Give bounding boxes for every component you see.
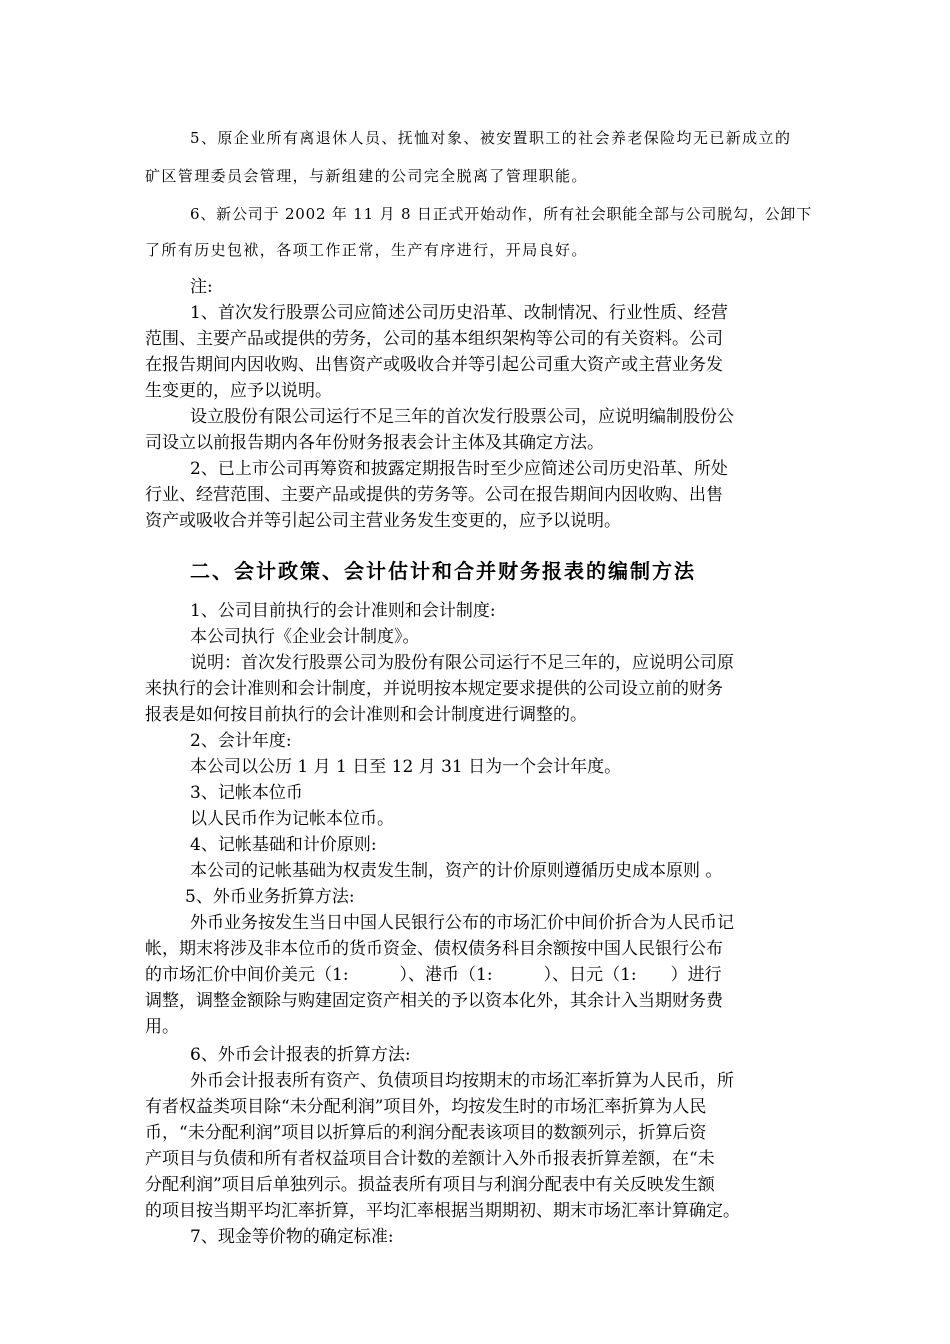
item-6-line-1: 外币会计报表所有资产、负债项目均按期末的市场汇率折算为人民币，所 [190, 1071, 734, 1091]
paragraph-5-line-2: 矿区管理委员会管理，与新组建的公司完全脱离了管理职能。 [145, 167, 588, 185]
note-2-line-1: 2、已上市公司再筹资和披露定期报告时至少应简述公司历史沿革、所处 [190, 459, 728, 479]
item-1-body: 本公司执行《企业会计制度》。 [190, 627, 420, 647]
item-6-line-3: 币，“未分配利润”项目以折算后的利润分配表该项目的数额列示，折算后资 [145, 1123, 707, 1143]
item-4-body: 本公司的记帐基础为权责发生制，资产的计价原则遵循历史成本原则 。 [190, 861, 723, 881]
note-1b-line-2: 司设立以前报告期内各年份财务报表会计主体及其确定方法。 [145, 433, 604, 453]
item-5-line-5: 用。 [145, 1017, 179, 1037]
item-5-title: 5、外币业务折算方法: [185, 887, 355, 907]
item-5-line-2: 帐，期末将涉及非本位币的货币资金、债权债务科目余额按中国人民银行公布 [145, 939, 723, 959]
item-6-line-4: 产项目与负债和所有者权益项目合计数的差额计入外币报表折算差额，在“未 [145, 1149, 715, 1169]
paragraph-6-line-2: 了所有历史包袱，各项工作正常，生产有序进行，开局良好。 [145, 241, 588, 259]
item-1-title: 1、公司目前执行的会计准则和会计制度: [190, 601, 496, 621]
item-2-body: 本公司以公历 1 月 1 日至 12 月 31 日为一个会计年度。 [190, 757, 622, 777]
item-6-line-2: 有者权益类项目除“未分配利润”项目外，均按发生时的市场汇率折算为人民 [145, 1097, 707, 1117]
item-1-note-line-3: 报表是如何按目前执行的会计准则和会计制度进行调整的。 [145, 705, 587, 725]
item-6-line-6: 的项目按当期平均汇率折算，平均汇率根据当期期初、期末市场汇率计算确定。 [145, 1201, 740, 1221]
notes-title: 注: [190, 277, 213, 297]
section-2-heading: 二、会计政策、会计估计和合并财务报表的编制方法 [190, 559, 696, 583]
note-1b-line-1: 设立股份有限公司运行不足三年的首次发行股票公司，应说明编制股份公 [190, 407, 734, 427]
item-3-title: 3、记帐本位币 [190, 783, 303, 803]
note-1-line-1: 1、首次发行股票公司应简述公司历史沿革、改制情况、行业性质、经营 [190, 303, 728, 323]
note-1-line-4: 生变更的，应予以说明。 [145, 381, 332, 401]
note-1-line-2: 范围、主要产品或提供的劳务，公司的基本组织架构等公司的有关资料。公司 [145, 329, 723, 349]
item-5-line-3: 的市场汇价中间价美元（1: ）、港币（1: ）、日元（1: ）进行 [145, 965, 722, 985]
item-5-line-1: 外币业务按发生当日中国人民银行公布的市场汇价中间价折合为人民币记 [190, 913, 734, 933]
note-2-line-3: 资产或吸收合并等引起公司主营业务发生变更的，应予以说明。 [145, 511, 621, 531]
item-6-line-5: 分配利润”项目后单独列示。损益表所有项目与利润分配表中有关反映发生额 [145, 1175, 715, 1195]
item-3-body: 以人民币作为记帐本位币。 [190, 809, 394, 829]
note-2-line-2: 行业、经营范围、主要产品或提供的劳务等。公司在报告期间内因收购、出售 [145, 485, 723, 505]
item-1-note-line-2: 来执行的会计准则和会计制度，并说明按本规定要求提供的公司设立前的财务 [145, 679, 723, 699]
paragraph-5-line-1: 5、原企业所有离退休人员、抚恤对象、被安置职工的社会养老保险均无已新成立的 [190, 129, 792, 147]
paragraph-6-line-1: 6、新公司于 2002 年 11 月 8 日正式开始动作，所有社会职能全部与公司脱勾，公卸下 [190, 205, 812, 223]
item-6-title: 6、外币会计报表的折算方法: [190, 1045, 411, 1065]
item-5-line-4: 调整，调整金额除与购建固定资产相关的予以资本化外，其余计入当期财务费 [145, 991, 723, 1011]
item-1-note-line-1: 说明：首次发行股票公司为股份有限公司运行不足三年的，应说明公司原 [190, 653, 734, 673]
item-7-title: 7、现金等价物的确定标准: [190, 1227, 394, 1247]
item-4-title: 4、记帐基础和计价原则: [190, 835, 377, 855]
note-1-line-3: 在报告期间内因收购、出售资产或吸收合并等引起公司重大资产或主营业务发 [145, 355, 723, 375]
item-2-title: 2、会计年度: [190, 731, 292, 751]
